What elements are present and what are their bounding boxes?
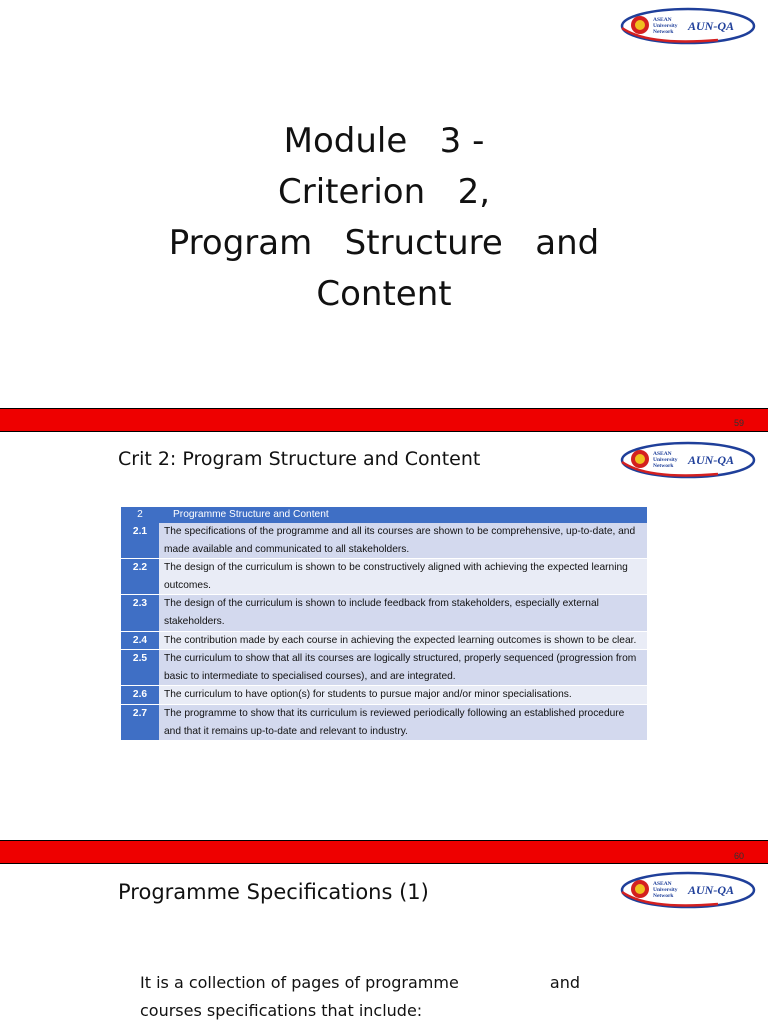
title-line: Content <box>316 274 452 314</box>
body-line: courses specifications that include: <box>140 1001 423 1020</box>
criterion-text: The programme to show that its curriculum is reviewed periodically following an established procedure and that it remains up-to-date and relevant to industry. <box>159 704 647 740</box>
svg-text:AUN-QA: AUN-QA <box>688 19 735 33</box>
header-num: 2 <box>121 507 159 523</box>
title-line: Criterion 2, <box>277 172 491 212</box>
svg-text:University: University <box>653 457 678 463</box>
criterion-number: 2.3 <box>121 595 159 631</box>
header-title: Programme Structure and Content <box>159 507 647 523</box>
slide-heading: Programme Specifications (1) <box>118 880 429 904</box>
criterion-text: The curriculum to have option(s) for students to pursue major and/or minor specialisations. <box>159 686 647 705</box>
aun-qa-logo <box>618 440 758 480</box>
svg-text:Network: Network <box>653 893 674 899</box>
aun-qa-logo <box>618 870 758 910</box>
criterion-number: 2.7 <box>121 704 159 740</box>
page-number: 60 <box>733 851 744 861</box>
criterion-text: The curriculum to show that all its courses are logically structured, properly sequenced (progression from basic to intermediate to specialised courses), and are integrated. <box>159 650 647 686</box>
table-header-row <box>121 507 647 523</box>
table-row <box>121 650 647 686</box>
criterion-text: The specifications of the programme and all its courses are shown to be comprehensive, up-to-date, and made available and communicated to all stakeholders. <box>159 523 647 559</box>
criterion-text: The contribution made by each course in achieving the expected learning outcomes is shown to be clear. <box>159 631 647 650</box>
svg-text:ASEAN: ASEAN <box>653 451 672 457</box>
slide-heading: Crit 2: Program Structure and Content <box>118 448 481 470</box>
svg-text:ASEAN: ASEAN <box>653 17 672 23</box>
table-row <box>121 523 647 559</box>
svg-text:Network: Network <box>653 463 674 469</box>
table-row <box>121 559 647 595</box>
criterion-number: 2.5 <box>121 650 159 686</box>
body-line-left: It is a collection of pages of programme <box>140 973 459 992</box>
table-row <box>121 631 647 650</box>
page-number: 59 <box>733 418 744 428</box>
svg-text:University: University <box>653 887 678 893</box>
svg-text:AUN-QA: AUN-QA <box>688 453 735 467</box>
criterion-number: 2.6 <box>121 686 159 705</box>
table-row <box>121 686 647 705</box>
criterion-number: 2.4 <box>121 631 159 650</box>
criterion-number: 2.2 <box>121 559 159 595</box>
criterion-number: 2.1 <box>121 523 159 559</box>
table-row <box>121 704 647 740</box>
criteria-table <box>121 507 647 741</box>
svg-text:Network: Network <box>653 29 674 35</box>
title-line: Program Structure and <box>168 223 600 263</box>
title-line: Module 3 - <box>283 121 485 161</box>
svg-text:University: University <box>653 23 678 29</box>
svg-text:AUN-QA: AUN-QA <box>688 883 735 897</box>
criterion-text: The design of the curriculum is shown to be constructively aligned with achieving the expected learning outcomes. <box>159 559 647 595</box>
criterion-text: The design of the curriculum is shown to include feedback from stakeholders, especially external stakeholders. <box>159 595 647 631</box>
aun-qa-logo <box>618 6 758 46</box>
body-line-right: and <box>549 973 580 992</box>
body-line <box>140 969 580 997</box>
slide-title <box>0 116 768 320</box>
svg-text:ASEAN: ASEAN <box>653 881 672 887</box>
table-row <box>121 595 647 631</box>
slide-body-text <box>140 969 580 1024</box>
